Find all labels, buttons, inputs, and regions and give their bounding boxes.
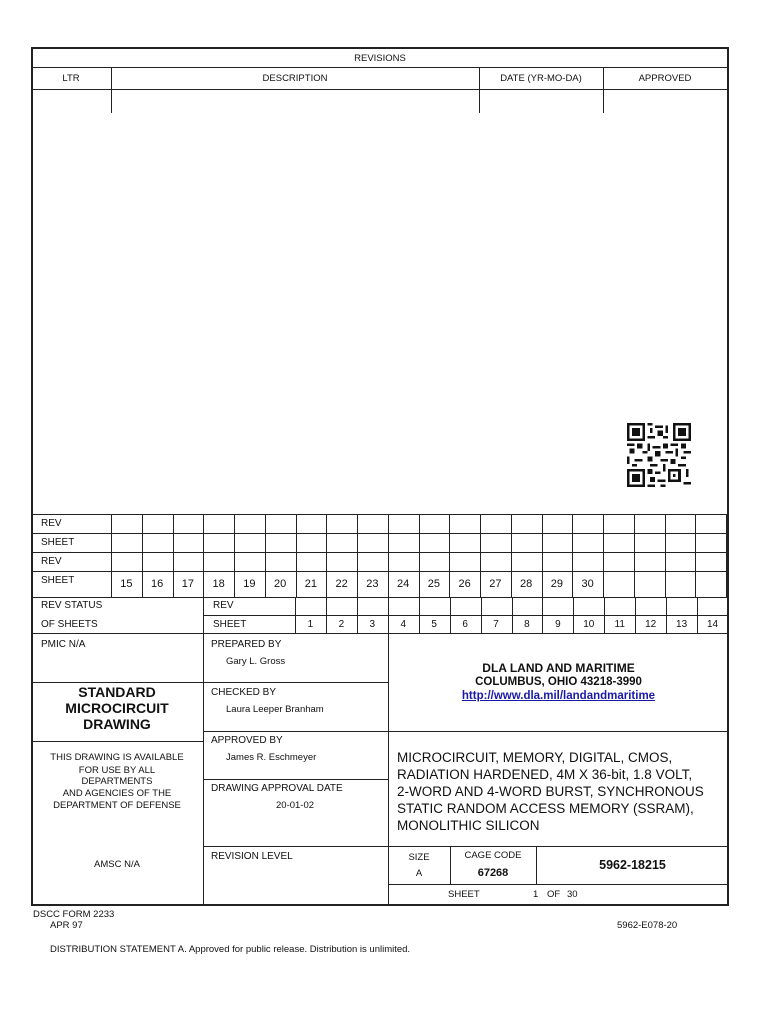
rev-divider: [111, 67, 112, 113]
pmic: PMIC N/A: [41, 639, 86, 650]
revisions-header-rule: [31, 89, 729, 90]
rev-divider: [603, 67, 604, 113]
sheet-number-cell: 22: [335, 578, 348, 590]
sheet-number-cell: 2: [338, 619, 345, 630]
col-description: DESCRIPTION: [262, 73, 328, 84]
sheet-number-cell: 30: [581, 578, 594, 590]
size: A: [415, 868, 423, 879]
org-name: DLA LAND AND MARITIME: [482, 661, 635, 675]
prepared-by-label: PREPARED BY: [211, 639, 282, 650]
sheet-number-cell: 8: [524, 619, 530, 630]
sheet-number-cell: 27: [489, 578, 502, 590]
sheet-number-cell: 3: [369, 619, 376, 630]
size-label: SIZE: [408, 852, 430, 863]
col-ltr: LTR: [62, 73, 80, 84]
title-line-5: MONOLITHIC SILICON: [397, 818, 540, 833]
sheet-number-cell: 15: [120, 578, 133, 590]
approved-by-label: APPROVED BY: [211, 735, 283, 746]
availability-4: AND AGENCIES OF THE: [62, 788, 172, 799]
col-date: DATE (YR-MO-DA): [500, 73, 582, 84]
tb-rule: [203, 779, 388, 780]
availability-5: DEPARTMENT OF DEFENSE: [53, 800, 181, 811]
grid-rule: [31, 514, 729, 515]
drawing-number: 5962-18215: [599, 858, 666, 872]
checked-by: Laura Leeper Branham: [226, 704, 324, 715]
sheet-number-cell: 11: [614, 619, 625, 630]
sheet-number-cell: 18: [212, 578, 225, 590]
approved-by: James R. Eschmeyer: [226, 752, 317, 763]
row-rev-label: REV: [41, 556, 62, 567]
grid-rule: [31, 533, 729, 534]
grid-rule: [31, 597, 729, 598]
sheet-number-cell: 28: [520, 578, 533, 590]
sheet-number-cell: 4: [400, 619, 407, 630]
form-number: DSCC FORM 2233: [33, 909, 115, 920]
grid-column-rule: [695, 514, 696, 597]
sheet-number-cell: 14: [706, 619, 719, 630]
grid-rule: [31, 552, 729, 553]
sheet-number-cell: 9: [555, 619, 561, 630]
row-sheet-label: SHEET: [41, 537, 75, 548]
sheet-total: 30: [567, 889, 578, 900]
availability-3: DEPARTMENTS: [81, 776, 153, 787]
standard-heading-1: STANDARD: [78, 684, 156, 700]
tb-rule: [388, 884, 729, 885]
tb-rule: [203, 846, 729, 847]
sheet-number-cell: 5: [431, 619, 437, 630]
availability-1: THIS DRAWING IS AVAILABLE: [50, 752, 184, 763]
sheet-number-cell: 16: [151, 578, 164, 590]
grid-column-rule: [726, 514, 727, 597]
sheet-number-cell: 23: [366, 578, 379, 590]
cage-label: CAGE CODE: [464, 850, 522, 861]
sheet-number-cell: 6: [462, 619, 468, 630]
grid-rule: [31, 633, 729, 634]
title-line-4: STATIC RANDOM ACCESS MEMORY (SSRAM),: [397, 801, 694, 816]
row-sheet-label: SHEET: [41, 575, 75, 586]
org-url-link[interactable]: http://www.dla.mil/landandmaritime: [461, 690, 656, 702]
of-sheets-label: OF SHEETS: [41, 619, 98, 630]
sheet-number-cell: 25: [427, 578, 440, 590]
sheet-number-cell: 10: [583, 619, 595, 630]
sheet-number-cell: 19: [243, 578, 256, 590]
grid-column-rule: [665, 514, 666, 597]
sheet-label: SHEET: [213, 619, 247, 630]
distribution-statement: DISTRIBUTION STATEMENT A. Approved for public release. Distribution is unlimited.: [50, 944, 411, 955]
availability-2: FOR USE BY ALL: [78, 765, 156, 776]
cage-code: 67268: [477, 867, 509, 879]
revision-level-label: REVISION LEVEL: [211, 851, 293, 862]
sheet-label-footer: SHEET: [448, 889, 480, 900]
tb-rule: [203, 682, 388, 683]
sheet-number-cell: 24: [397, 578, 410, 590]
doc-code: 5962-E078-20: [617, 920, 678, 931]
standard-heading-3: DRAWING: [83, 716, 151, 732]
revisions-rule: [31, 67, 729, 68]
standard-heading-2: MICROCIRCUIT: [65, 700, 169, 716]
of-label: OF: [547, 889, 561, 900]
title-line-2: RADIATION HARDENED, 4M X 36-bit, 1.8 VOLT,: [397, 767, 693, 782]
tb-rule: [203, 731, 729, 732]
sheet-number-cell: 13: [676, 619, 688, 630]
col-approved: APPROVED: [638, 73, 692, 84]
approval-date-label: DRAWING APPROVAL DATE: [211, 783, 343, 794]
tb-divider: [203, 597, 204, 906]
approval-date: 20-01-02: [276, 800, 315, 811]
title-line-1: MICROCIRCUIT, MEMORY, DIGITAL, CMOS,: [397, 750, 673, 765]
tb-rule: [31, 682, 203, 683]
rev-label: REV: [213, 600, 234, 611]
sheet-number-cell: 7: [493, 619, 499, 630]
sheet-number-cell: 26: [458, 578, 471, 590]
sheet-number-cell: 1: [307, 619, 314, 630]
rev-divider: [479, 67, 480, 113]
form-date: APR 97: [50, 920, 83, 931]
title-line-3: 2-WORD AND 4-WORD BURST, SYNCHRONOUS: [397, 784, 704, 799]
grid-column-rule: [634, 514, 635, 597]
sheet-number: 1: [533, 889, 539, 900]
sheet-number-cell: 17: [181, 578, 194, 590]
grid-rule: [203, 615, 729, 616]
row-rev-label: REV: [41, 518, 62, 529]
tb-rule: [31, 741, 203, 742]
qr-code-icon: [627, 423, 691, 487]
amsc: AMSC N/A: [94, 859, 140, 870]
grid-rule: [31, 571, 729, 572]
grid-column-rule: [603, 514, 604, 597]
revisions-title: REVISIONS: [354, 53, 406, 64]
checked-by-label: CHECKED BY: [211, 687, 277, 698]
sheet-number-cell: 29: [550, 578, 563, 590]
rev-status-label: REV STATUS: [41, 600, 103, 611]
grid-column-rule: [728, 597, 729, 633]
prepared-by: Gary L. Gross: [226, 656, 286, 667]
sheet-number-cell: 21: [304, 578, 317, 590]
drawing-title: [397, 749, 727, 834]
org-address: COLUMBUS, OHIO 43218-3990: [475, 676, 642, 688]
org-url-wrap: [388, 690, 729, 702]
sheet-number-cell: 12: [645, 619, 657, 630]
sheet-number-cell: 20: [274, 578, 287, 590]
